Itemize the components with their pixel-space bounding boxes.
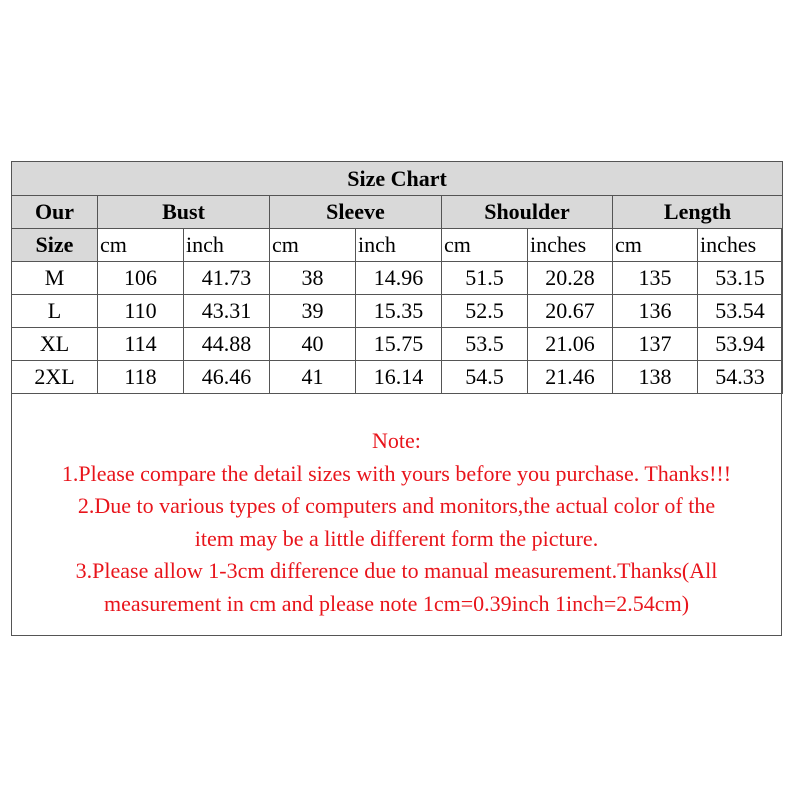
cell-length-inches: 53.15: [698, 262, 783, 295]
cell-sleeve-cm: 41: [270, 361, 356, 394]
cell-length-cm: 135: [613, 262, 698, 295]
cell-bust-cm: 114: [98, 328, 184, 361]
row-size: 2XL: [12, 361, 98, 394]
cell-bust-inch: 43.31: [184, 295, 270, 328]
table-row: [12, 262, 783, 295]
size-header-bottom: Size: [12, 229, 98, 262]
cell-length-inches: 54.33: [698, 361, 783, 394]
cell-sleeve-inch: 16.14: [356, 361, 442, 394]
cell-shoulder-inches: 21.06: [528, 328, 613, 361]
chart-title: Size Chart: [12, 162, 783, 196]
cell-sleeve-cm: 38: [270, 262, 356, 295]
cell-shoulder-inches: 20.28: [528, 262, 613, 295]
cell-shoulder-cm: 53.5: [442, 328, 528, 361]
cell-length-cm: 136: [613, 295, 698, 328]
unit-sleeve-cm: cm: [270, 229, 356, 262]
cell-sleeve-cm: 40: [270, 328, 356, 361]
cell-sleeve-inch: 14.96: [356, 262, 442, 295]
cell-length-cm: 137: [613, 328, 698, 361]
cell-bust-cm: 106: [98, 262, 184, 295]
size-chart-table: [11, 161, 783, 394]
note-line: measurement in cm and please note 1cm=0.39inch 1inch=2.54cm): [103, 590, 690, 616]
unit-bust-cm: cm: [98, 229, 184, 262]
table-row: [12, 328, 783, 361]
note-line: 2.Due to various types of computers and monitors,the actual color of the: [77, 493, 716, 518]
cell-shoulder-cm: 51.5: [442, 262, 528, 295]
cell-bust-inch: 46.46: [184, 361, 270, 394]
cell-bust-inch: 44.88: [184, 328, 270, 361]
cell-length-inches: 53.54: [698, 295, 783, 328]
unit-length-inches: inches: [698, 229, 783, 262]
row-size: L: [12, 295, 98, 328]
cell-sleeve-inch: 15.35: [356, 295, 442, 328]
group-header-bust: Bust: [98, 196, 270, 229]
row-size: M: [12, 262, 98, 295]
table-row: [12, 295, 783, 328]
cell-bust-cm: 118: [98, 361, 184, 394]
note-line: 3.Please allow 1-3cm difference due to manual measurement.Thanks(All: [75, 558, 718, 583]
size-header-top: Our: [12, 196, 98, 229]
group-header-length: Length: [613, 196, 783, 229]
cell-shoulder-inches: 20.67: [528, 295, 613, 328]
note-line: 1.Please compare the detail sizes with yours before you purchase. Thanks!!!: [61, 460, 732, 486]
cell-sleeve-cm: 39: [270, 295, 356, 328]
unit-sleeve-inch: inch: [356, 229, 442, 262]
table-row: [12, 361, 783, 394]
note-heading: Note:: [372, 428, 421, 453]
cell-bust-cm: 110: [98, 295, 184, 328]
cell-shoulder-cm: 52.5: [442, 295, 528, 328]
cell-length-inches: 53.94: [698, 328, 783, 361]
unit-shoulder-cm: cm: [442, 229, 528, 262]
note-line: item may be a little different form the picture.: [194, 525, 599, 551]
row-size: XL: [12, 328, 98, 361]
group-header-sleeve: Sleeve: [270, 196, 442, 229]
unit-length-cm: cm: [613, 229, 698, 262]
unit-bust-inch: inch: [184, 229, 270, 262]
cell-length-cm: 138: [613, 361, 698, 394]
cell-bust-inch: 41.73: [184, 262, 270, 295]
cell-shoulder-cm: 54.5: [442, 361, 528, 394]
group-header-shoulder: Shoulder: [442, 196, 613, 229]
cell-shoulder-inches: 21.46: [528, 361, 613, 394]
notes-section: [12, 425, 781, 620]
unit-shoulder-inches: inches: [528, 229, 613, 262]
cell-sleeve-inch: 15.75: [356, 328, 442, 361]
